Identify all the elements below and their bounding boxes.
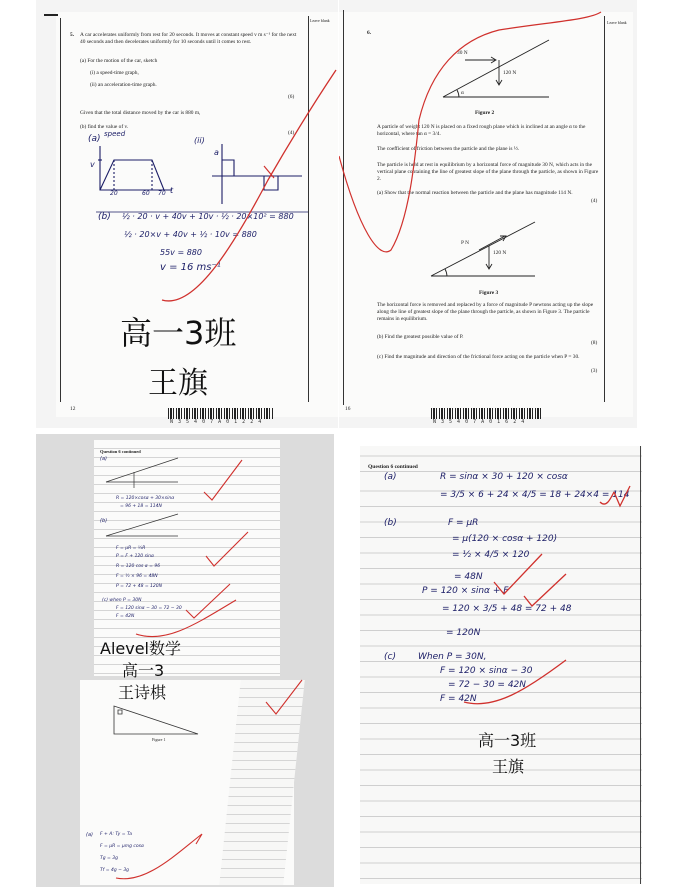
- para-4: The horizontal force is removed and replaced by a force of magnitude P newtons acting up the slope along the line of greatest slope of the plane through the particle, as shown in Figure 3. The particle remains in equilibrium.: [377, 302, 594, 322]
- figure-3-caption: Figure 3: [479, 290, 499, 296]
- hw-c-label: (c): [384, 652, 396, 662]
- sheet1-heading: Question 6 continued: [100, 449, 141, 454]
- stamp-class: 高一3班: [478, 731, 537, 750]
- hw-line-13: F = 42N: [440, 694, 477, 704]
- hw-line-11: F = 120 × sinα − 30: [440, 666, 533, 676]
- hw-tick-20: 20: [110, 190, 118, 197]
- sheet1-hw-l8: F = 120 sinα − 30 = 72 − 30: [116, 606, 182, 611]
- marks-a: (4): [591, 198, 598, 204]
- figure-2-caption: Figure 2: [475, 110, 495, 116]
- part-a-ii: (ii) an acceleration-time graph.: [90, 82, 157, 88]
- hw-a-label: (a): [88, 134, 101, 144]
- hw-line-9: = 120N: [446, 628, 481, 638]
- force-30-label: 30 N: [457, 50, 468, 56]
- hw-line-6: = 48N: [454, 572, 483, 582]
- hw-a-axis-label: a: [214, 148, 219, 157]
- force-p-label: P N: [461, 240, 470, 246]
- sheet1-hw-l9: F = 42N: [116, 614, 135, 619]
- hw-line-7: P = 120 × sinα + F: [422, 586, 509, 596]
- page-number: 16: [345, 406, 351, 412]
- sheet1-hw-b: (b): [100, 518, 108, 524]
- hw-t-label: t: [170, 186, 174, 195]
- stamp-name: 王旗: [148, 366, 208, 401]
- sheet1-hw-l4: P = F + 120 sinα: [116, 554, 154, 559]
- angle-label: α: [461, 90, 464, 96]
- hw-ii-label: (ii): [194, 136, 205, 145]
- stamp-class: 高一3班: [120, 314, 237, 352]
- sheet1-hw-l5: R = 120 cos α = 96: [116, 564, 161, 569]
- given-text: Given that the total distance moved by the car is 880 m,: [80, 110, 201, 116]
- sheet1-hw-c: (c) when P = 30N: [102, 598, 142, 603]
- force-120-label: 120 N: [503, 70, 517, 76]
- part-a-text: (a) Show that the normal reaction between the particle and the plane has magnitude 114 N.: [377, 190, 573, 196]
- caption-class: 高一3: [122, 661, 165, 680]
- force-120b-label: 120 N: [493, 250, 507, 256]
- hw-speed-label: speed: [104, 130, 126, 138]
- sheet1-hw-l2: = 96 + 18 = 114N: [120, 504, 162, 509]
- hw-a-label: (a): [384, 472, 397, 482]
- sheet1-hw-l3: F = μR = ½R: [116, 546, 146, 551]
- hw-line-3: F = μR: [448, 518, 479, 528]
- part-c-text: (c) Find the magnitude and direction of the frictional force acting on the particle when P = 30.: [377, 354, 580, 360]
- sheet2-hw-4: Tf = 4g − 3g: [100, 868, 130, 873]
- caption-name: 王诗棋: [118, 683, 167, 702]
- marks-b: (4): [288, 130, 295, 136]
- hw-tick-70: 70: [158, 190, 166, 197]
- sheet2-red-ticks: [36, 434, 334, 887]
- sheet2-hw-1: F + A: Ty = Ta: [100, 832, 133, 837]
- sheet1-hw-l6: F = ½ × 96 = 48N: [116, 574, 158, 579]
- marks-c: (3): [591, 368, 598, 374]
- hw-line-2: = 3/5 × 6 + 24 × 4/5 = 18 + 24×4 = 114: [440, 490, 630, 500]
- red-tick-marks: [344, 434, 681, 889]
- barcode-number: N 3 5 4 0 7 A 0 1 6 2 4: [433, 419, 526, 425]
- part-b-text: (b) Find the greatest possible value of P.: [377, 334, 464, 340]
- sheet2-hw-2: F = μR = μmg cosα: [100, 844, 144, 849]
- hw-b-line1: ½ · 20 · v + 40v + 10v · ½ · 20×10² = 880: [122, 212, 294, 221]
- bottom-right-page: [344, 434, 681, 889]
- hw-b-line3: 55v = 880: [160, 248, 202, 257]
- figure-1-caption: Figure 1: [152, 737, 166, 742]
- sheet1-hw-a: (a): [100, 456, 107, 462]
- marks-b: (8): [591, 340, 598, 346]
- hw-line-4: = μ(120 × cosα + 120): [452, 534, 558, 544]
- sheet1-hw-l7: P = 72 + 48 = 120N: [116, 584, 163, 589]
- question-number: 6.: [367, 30, 372, 36]
- barcode: [168, 408, 274, 419]
- hw-line-8: = 120 × 3/5 + 48 = 72 + 48: [442, 604, 572, 614]
- bottom-left-photo: [36, 434, 334, 887]
- page-number: 12: [70, 406, 76, 412]
- marks-a: (6): [288, 94, 295, 100]
- part-a-i: (i) a speed-time graph,: [90, 70, 139, 76]
- top-right-page: [339, 0, 637, 428]
- barcode: [431, 408, 541, 419]
- para-3: The particle is held at rest in equilibrium by a horizontal force of magnitude 30 N, which acts in the vertical plane containing the line of greatest slope of the plane through the particle, as shown in Figure 2.: [377, 162, 599, 182]
- sheet2-hw-a: (a): [86, 832, 93, 838]
- para-2: The coefficient of friction between the particle and the plane is ½.: [377, 146, 520, 152]
- part-a-text: (a) For the motion of the car, sketch: [80, 58, 158, 64]
- sheet1-hw-l1: R = 120×cosα + 30×sinα: [116, 496, 175, 501]
- hw-line-5: = ½ × 4/5 × 120: [452, 550, 530, 560]
- leave-blank-label: Leave blank: [310, 18, 330, 23]
- hw-b-line4: v = 16 ms⁻¹: [160, 262, 221, 273]
- barcode-number: N 3 5 4 0 7 A 0 1 2 2 4: [170, 419, 263, 425]
- question-text: A car accelerates uniformly from rest for 20 seconds. It moves at constant speed v m s⁻¹ for the next 40 seconds and then decelerates uniformly for 10 seconds until it comes to rest.: [80, 32, 297, 45]
- hw-v-label: v: [90, 160, 95, 169]
- hw-line-10: When P = 30N,: [418, 652, 487, 662]
- question-number: 5.: [70, 32, 75, 38]
- stamp-name: 王旗: [492, 757, 525, 776]
- hw-line-12: = 72 − 30 = 42N: [448, 680, 527, 690]
- caption-subject: Alevel数学: [100, 639, 181, 658]
- hw-b-line2: ½ · 20×v + 40v + ½ · 10v = 880: [124, 230, 257, 239]
- sheet2-hw-3: Tg = 3g: [100, 856, 118, 861]
- hw-b-label: (b): [384, 518, 397, 528]
- red-tick-mark: [339, 0, 637, 428]
- sheet-heading: Question 6 continued: [368, 464, 418, 470]
- hw-b-label: (b): [98, 212, 111, 222]
- leave-blank-label: Leave blank: [607, 20, 627, 25]
- para-1: A particle of weight 120 N is placed on a fixed rough plane which is inclined at an angle α to the horizontal, where tan α = 3/4.: [377, 124, 586, 137]
- top-left-page: [36, 0, 338, 428]
- hw-tick-60: 60: [142, 190, 150, 197]
- part-b-text: (b) find the value of v.: [80, 124, 129, 130]
- hw-line-1: R = sinα × 30 + 120 × cosα: [440, 472, 568, 482]
